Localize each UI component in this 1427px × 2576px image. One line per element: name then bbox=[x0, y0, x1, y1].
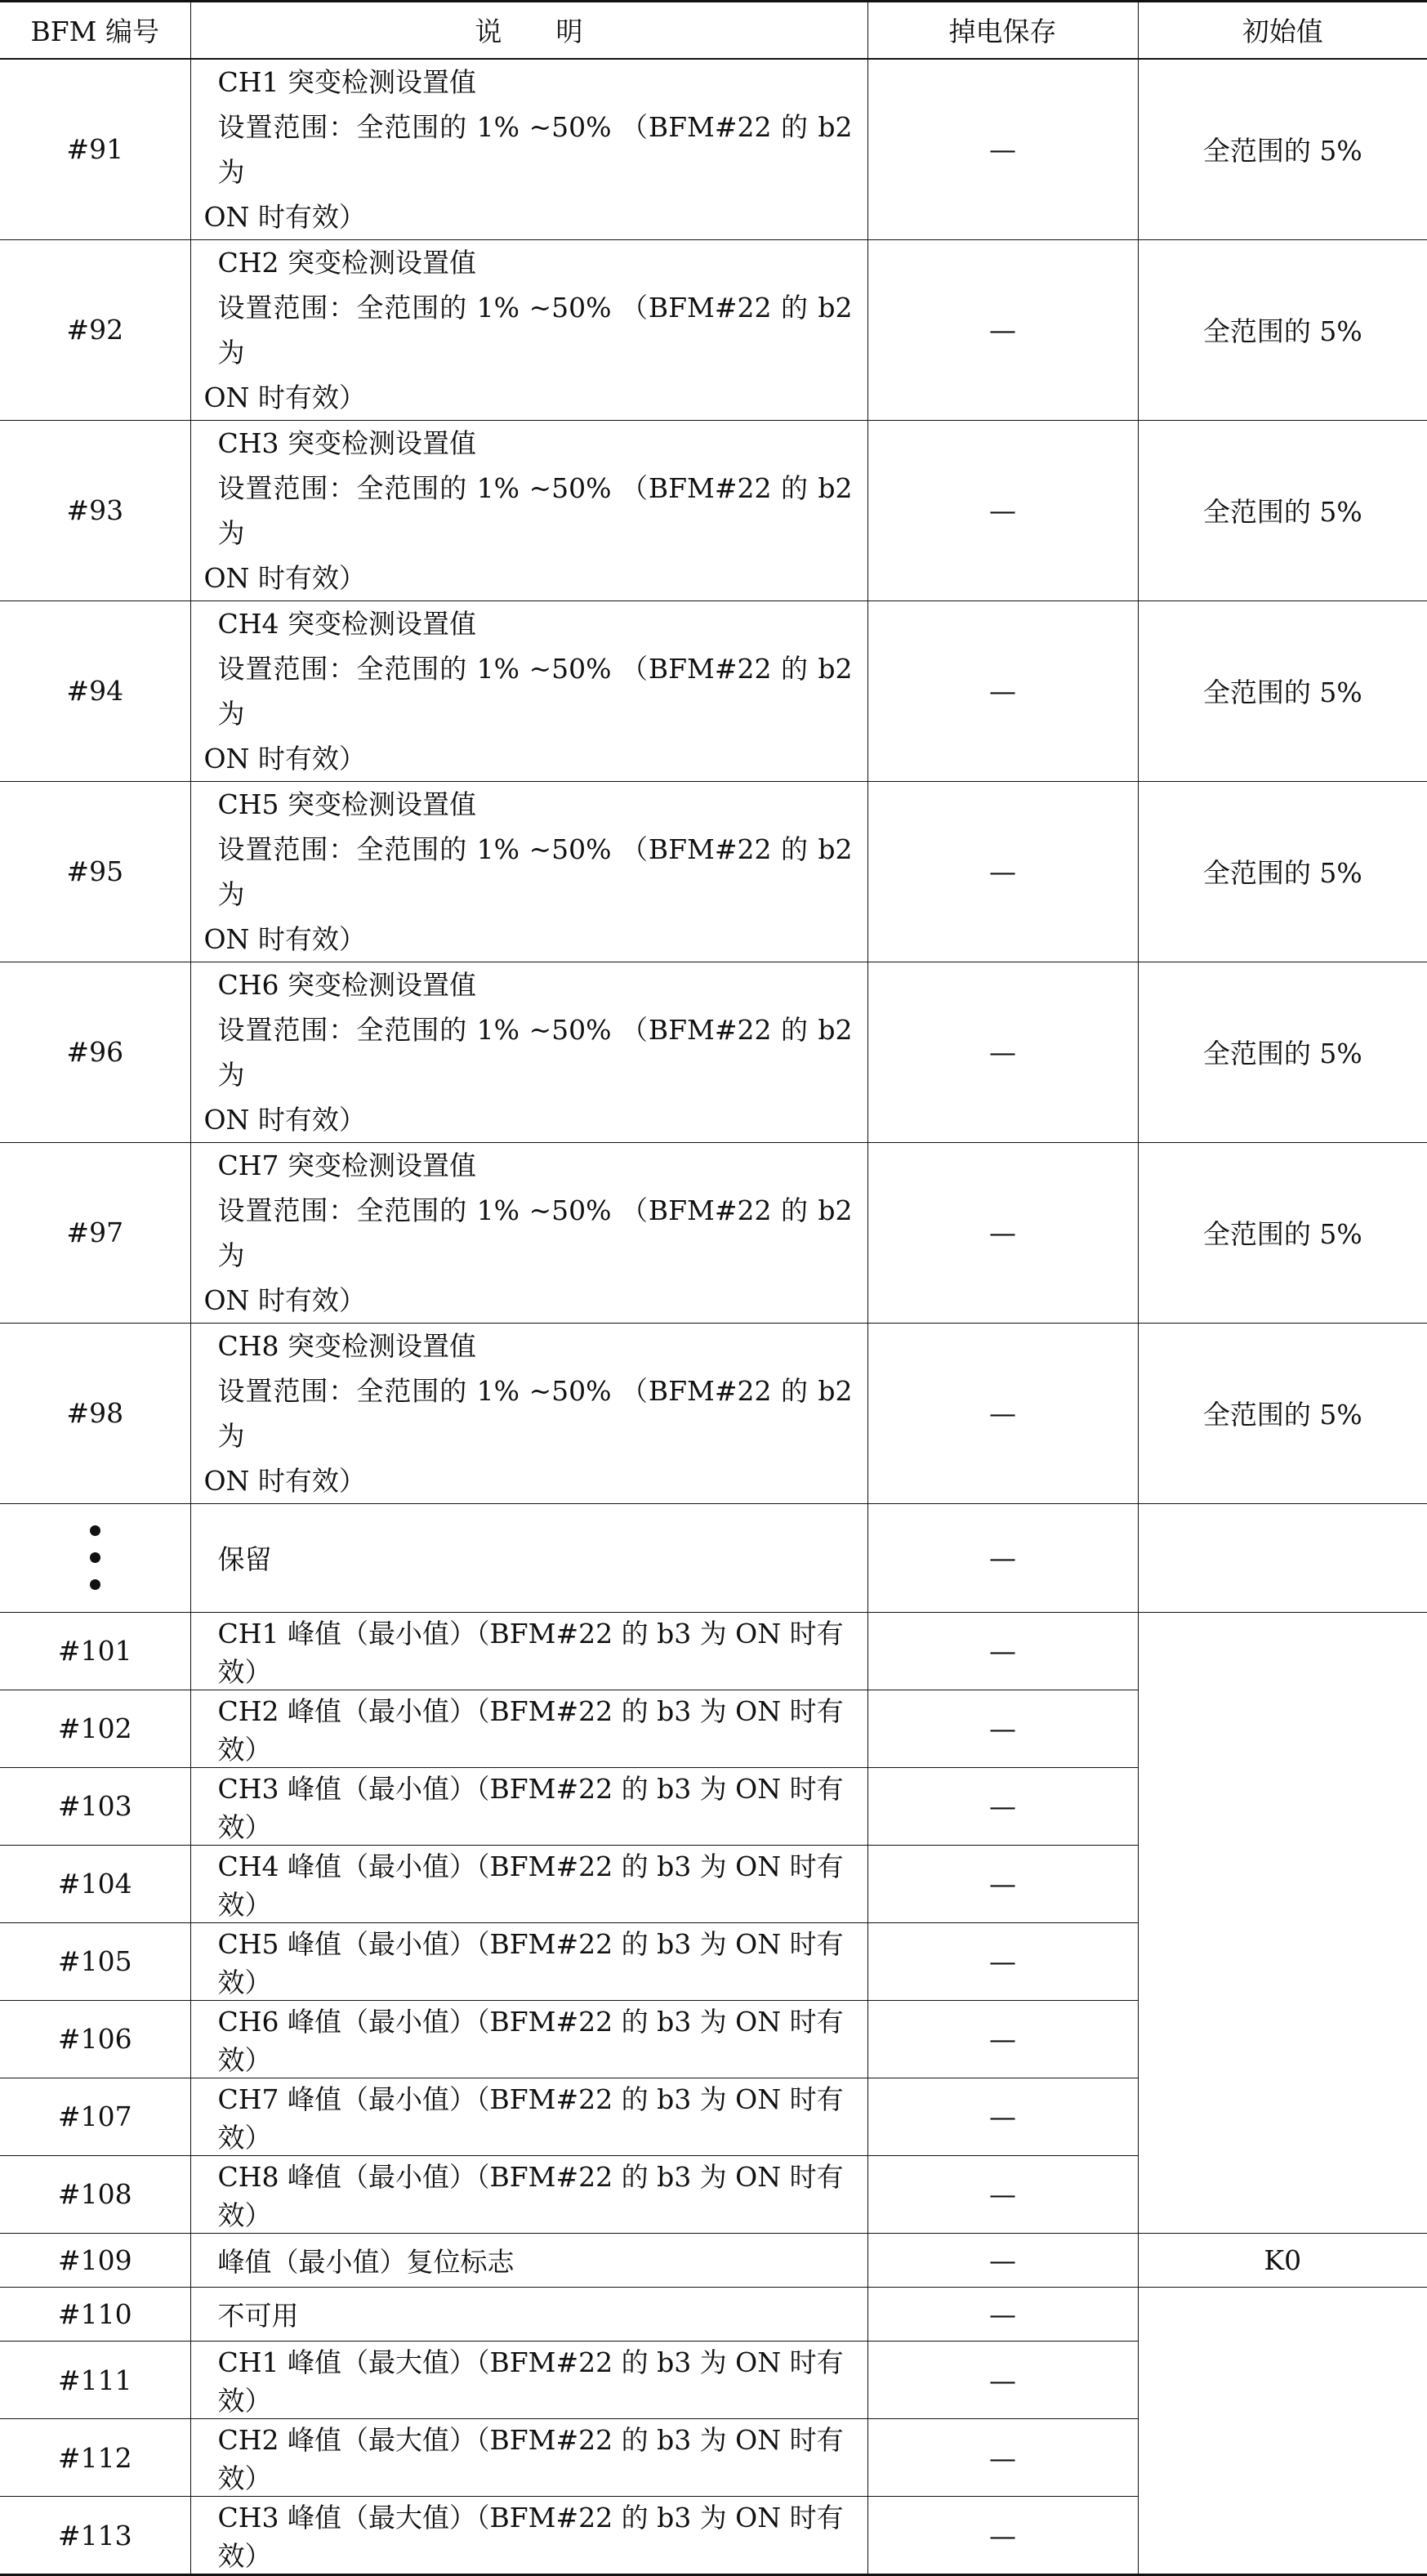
power-save: — bbox=[867, 781, 1138, 962]
initial-value: 全范围的 5% bbox=[1138, 420, 1427, 600]
desc-range: 设置范围：全范围的 1% ~50% （BFM#22 的 b2 为 bbox=[217, 110, 853, 188]
table-row bbox=[0, 2287, 1427, 2341]
bfm-number: #112 bbox=[0, 2419, 190, 2497]
desc-range: 设置范围：全范围的 1% ~50% （BFM#22 的 b2 为 bbox=[217, 291, 853, 368]
description: CH2 峰值（最小值）（BFM#22 的 b3 为 ON 时有效） bbox=[190, 1690, 867, 1767]
header-initial-value: 初始值 bbox=[1138, 2, 1427, 59]
desc-condition: ON 时有效） bbox=[203, 561, 366, 594]
desc-title: CH4 突变检测设置值 bbox=[217, 607, 477, 640]
header-power-save: 掉电保存 bbox=[867, 2, 1138, 59]
bfm-number: #93 bbox=[0, 420, 190, 600]
table-row bbox=[0, 600, 1427, 781]
power-save: — bbox=[867, 2287, 1138, 2341]
description bbox=[190, 420, 867, 600]
table-row bbox=[0, 1323, 1427, 1503]
power-save: — bbox=[867, 2078, 1138, 2155]
desc-range: 设置范围：全范围的 1% ~50% （BFM#22 的 b2 为 bbox=[217, 833, 853, 910]
desc-title: CH7 突变检测设置值 bbox=[217, 1149, 477, 1181]
description bbox=[190, 600, 867, 781]
desc-condition: ON 时有效） bbox=[203, 1464, 366, 1497]
description bbox=[190, 1323, 867, 1503]
description: 峰值（最小值）复位标志 bbox=[190, 2233, 867, 2287]
desc-title: CH3 突变检测设置值 bbox=[217, 426, 477, 459]
bfm-number: #104 bbox=[0, 1845, 190, 1922]
initial-value: 全范围的 5% bbox=[1138, 239, 1427, 420]
bfm-number: #97 bbox=[0, 1142, 190, 1323]
power-save: — bbox=[867, 239, 1138, 420]
header-row bbox=[0, 2, 1427, 59]
table-row bbox=[0, 1142, 1427, 1323]
desc-title: CH6 突变检测设置值 bbox=[217, 968, 477, 1001]
power-save: — bbox=[867, 2155, 1138, 2233]
power-save: — bbox=[867, 1767, 1138, 1845]
desc-range: 设置范围：全范围的 1% ~50% （BFM#22 的 b2 为 bbox=[217, 1374, 853, 1452]
bfm-number: #103 bbox=[0, 1767, 190, 1845]
initial-value: 全范围的 5% bbox=[1138, 1323, 1427, 1503]
initial-value bbox=[1138, 1503, 1427, 1612]
power-save: — bbox=[867, 420, 1138, 600]
desc-title: CH2 突变检测设置值 bbox=[217, 246, 477, 279]
description: CH1 峰值（最小值）（BFM#22 的 b3 为 ON 时有效） bbox=[190, 1612, 867, 1690]
desc-range: 设置范围：全范围的 1% ~50% （BFM#22 的 b2 为 bbox=[217, 1194, 853, 1271]
table-row bbox=[0, 239, 1427, 420]
description: CH2 峰值（最大值）（BFM#22 的 b3 为 ON 时有效） bbox=[190, 2419, 867, 2497]
header-description: 说 明 bbox=[190, 2, 867, 59]
desc-title: CH8 突变检测设置值 bbox=[217, 1329, 477, 1362]
description: CH5 峰值（最小值）（BFM#22 的 b3 为 ON 时有效） bbox=[190, 1922, 867, 2000]
description bbox=[190, 239, 867, 420]
initial-value bbox=[1138, 1612, 1427, 2233]
power-save: — bbox=[867, 2342, 1138, 2419]
power-save: — bbox=[867, 962, 1138, 1142]
description bbox=[190, 59, 867, 240]
description: CH8 峰值（最小值）（BFM#22 的 b3 为 ON 时有效） bbox=[190, 2155, 867, 2233]
bfm-number: #101 bbox=[0, 1612, 190, 1690]
bfm-number: #107 bbox=[0, 2078, 190, 2155]
power-save: — bbox=[867, 1690, 1138, 1767]
initial-value: K0 bbox=[1138, 2233, 1427, 2287]
bfm-number: #108 bbox=[0, 2155, 190, 2233]
table-row bbox=[0, 420, 1427, 600]
power-save: — bbox=[867, 1503, 1138, 1612]
description: 不可用 bbox=[190, 2287, 867, 2341]
bfm-number: #109 bbox=[0, 2233, 190, 2287]
bfm-number: #113 bbox=[0, 2497, 190, 2575]
power-save: — bbox=[867, 2497, 1138, 2575]
desc-condition: ON 时有效） bbox=[203, 381, 366, 413]
initial-value: 全范围的 5% bbox=[1138, 781, 1427, 962]
initial-value: 全范围的 5% bbox=[1138, 1142, 1427, 1323]
power-save: — bbox=[867, 2233, 1138, 2287]
desc-range: 设置范围：全范围的 1% ~50% （BFM#22 的 b2 为 bbox=[217, 471, 853, 549]
description: 保留 bbox=[190, 1503, 867, 1612]
description: CH3 峰值（最小值）（BFM#22 的 b3 为 ON 时有效） bbox=[190, 1767, 867, 1845]
initial-value bbox=[1138, 2287, 1427, 2574]
bfm-number: #110 bbox=[0, 2287, 190, 2341]
table-row bbox=[0, 962, 1427, 1142]
power-save: — bbox=[867, 1323, 1138, 1503]
bfm-number: #94 bbox=[0, 600, 190, 781]
desc-condition: ON 时有效） bbox=[203, 1103, 366, 1136]
description: CH7 峰值（最小值）（BFM#22 的 b3 为 ON 时有效） bbox=[190, 2078, 867, 2155]
desc-condition: ON 时有效） bbox=[203, 200, 366, 233]
description bbox=[190, 962, 867, 1142]
vertical-ellipsis-icon bbox=[0, 1503, 190, 1612]
description: CH6 峰值（最小值）（BFM#22 的 b3 为 ON 时有效） bbox=[190, 2000, 867, 2078]
header-bfm-number: BFM 编号 bbox=[0, 2, 190, 59]
desc-range: 设置范围：全范围的 1% ~50% （BFM#22 的 b2 为 bbox=[217, 652, 853, 730]
bfm-number: #96 bbox=[0, 962, 190, 1142]
power-save: — bbox=[867, 1142, 1138, 1323]
reserved-row bbox=[0, 1503, 1427, 1612]
power-save: — bbox=[867, 2000, 1138, 2078]
reset-row bbox=[0, 2233, 1427, 2287]
power-save: — bbox=[867, 600, 1138, 781]
power-save: — bbox=[867, 1845, 1138, 1922]
table-row bbox=[0, 781, 1427, 962]
desc-range: 设置范围：全范围的 1% ~50% （BFM#22 的 b2 为 bbox=[217, 1013, 853, 1091]
power-save: — bbox=[867, 59, 1138, 240]
initial-value: 全范围的 5% bbox=[1138, 600, 1427, 781]
description bbox=[190, 1142, 867, 1323]
desc-condition: ON 时有效） bbox=[203, 742, 366, 775]
description: CH4 峰值（最小值）（BFM#22 的 b3 为 ON 时有效） bbox=[190, 1845, 867, 1922]
power-save: — bbox=[867, 2419, 1138, 2497]
table-row bbox=[0, 59, 1427, 240]
description: CH3 峰值（最大值）（BFM#22 的 b3 为 ON 时有效） bbox=[190, 2497, 867, 2575]
description bbox=[190, 781, 867, 962]
bfm-number: #102 bbox=[0, 1690, 190, 1767]
power-save: — bbox=[867, 1922, 1138, 2000]
bfm-number: #111 bbox=[0, 2342, 190, 2419]
power-save: — bbox=[867, 1612, 1138, 1690]
bfm-number: #98 bbox=[0, 1323, 190, 1503]
desc-title: CH5 突变检测设置值 bbox=[217, 788, 477, 820]
initial-value: 全范围的 5% bbox=[1138, 59, 1427, 240]
initial-value: 全范围的 5% bbox=[1138, 962, 1427, 1142]
bfm-number: #92 bbox=[0, 239, 190, 420]
desc-condition: ON 时有效） bbox=[203, 1284, 366, 1316]
bfm-number: #105 bbox=[0, 1922, 190, 2000]
desc-title: CH1 突变检测设置值 bbox=[217, 65, 477, 98]
desc-condition: ON 时有效） bbox=[203, 922, 366, 955]
bfm-number: #91 bbox=[0, 59, 190, 240]
bfm-number: #95 bbox=[0, 781, 190, 962]
description: CH1 峰值（最大值）（BFM#22 的 b3 为 ON 时有效） bbox=[190, 2342, 867, 2419]
bfm-number: #106 bbox=[0, 2000, 190, 2078]
table-row bbox=[0, 1612, 1427, 1690]
